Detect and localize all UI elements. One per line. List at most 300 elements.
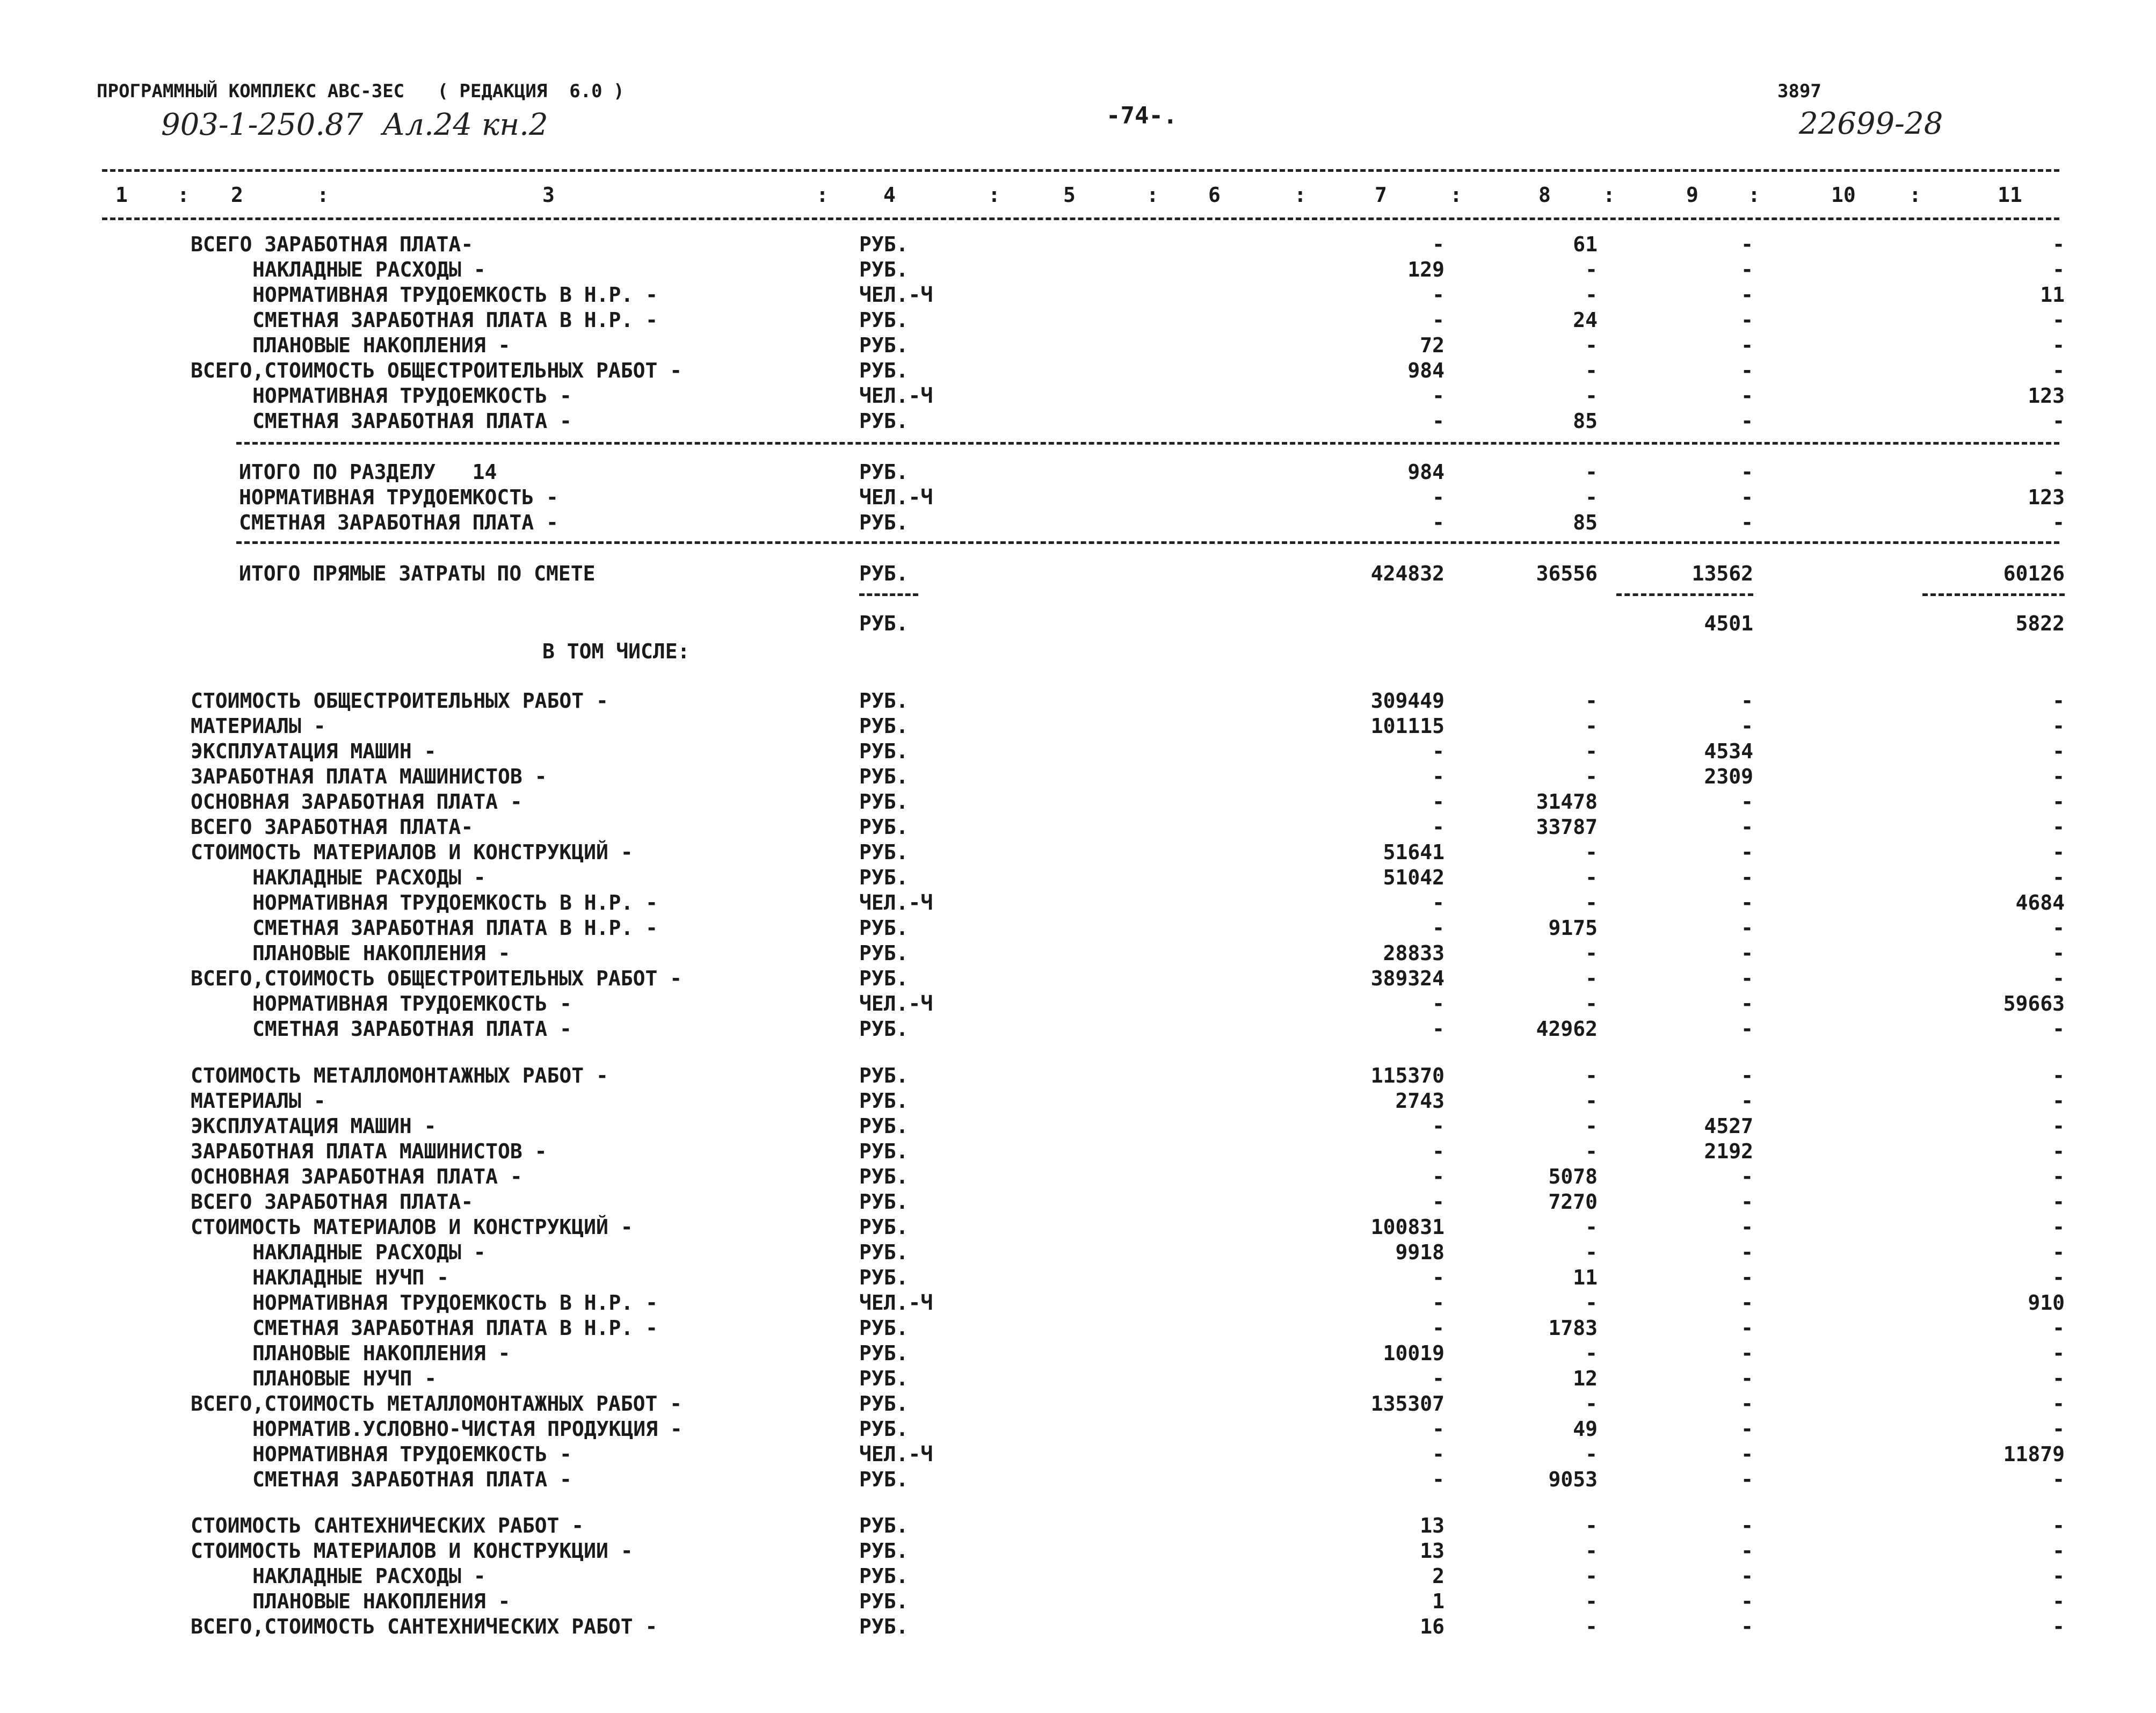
cell-col-11: - [2052,359,2065,382]
cell-col-9: - [1741,1316,1753,1340]
cell-col-8: 9175 [1548,916,1598,940]
cell-col-7: - [1432,308,1444,332]
row-label: СТОИМОСТЬ МАТЕРИАЛОВ И КОНСТРУКЦИЙ - [191,840,633,864]
cell-col-11: - [2052,1240,2065,1264]
table-row [0,257,2156,282]
cell-col-7: - [1432,765,1444,788]
table-row [0,764,2156,789]
row-unit: РУБ. [859,1468,909,1491]
row-label: НОРМАТИВНАЯ ТРУДОЕМКОСТЬ - [252,992,572,1015]
cell-col-11: - [2052,1114,2065,1138]
row-label: ОСНОВНАЯ ЗАРАБОТНАЯ ПЛАТА - [191,790,522,814]
table-row [0,1265,2156,1290]
table-row [0,611,2156,636]
cell-col-9: - [1741,1165,1753,1188]
row-label: ЭКСПЛУАТАЦИЯ МАШИН - [191,1114,437,1138]
handwritten-sheet-number: 22699-28 [1799,106,1943,141]
cell-col-7: 2743 [1395,1089,1444,1113]
cell-col-11: - [2052,1165,2065,1188]
table-row [0,688,2156,713]
cell-col-8: - [1585,689,1598,713]
table-row [0,840,2156,865]
cell-col-7: - [1432,992,1444,1015]
header-top-rule [102,169,2059,172]
column-separator: : [816,183,829,207]
cell-col-11: - [2052,765,2065,788]
row-unit: РУБ. [859,1615,909,1638]
cell-col-8: - [1585,1615,1598,1638]
cell-col-8: - [1585,1291,1598,1315]
cell-col-9: - [1741,891,1753,914]
row-label: МАТЕРИАЛЫ - [191,714,326,738]
row-label: ПЛАНОВЫЕ НАКОПЛЕНИЯ - [252,1589,511,1613]
cell-col-9: - [1741,1589,1753,1613]
cell-col-9: - [1741,815,1753,839]
cell-col-9: - [1741,359,1753,382]
row-label: ПЛАНОВЫЕ НАКОПЛЕНИЯ - [252,333,511,357]
cell-col-11: - [2052,790,2065,814]
cell-col-9: - [1741,1240,1753,1264]
column-header: 11 [1998,183,2022,207]
cell-col-11: 59663 [2003,992,2065,1015]
row-label: СТОИМОСТЬ ОБЩЕСТРОИТЕЛЬНЫХ РАБОТ - [191,689,608,713]
cell-col-7: - [1432,916,1444,940]
table-row [0,1164,2156,1189]
row-unit: РУБ. [859,916,909,940]
row-unit: РУБ. [859,1165,909,1188]
row-unit: РУБ. [859,562,909,585]
cell-col-9: - [1741,1539,1753,1563]
table-row [0,1088,2156,1113]
column-separator: : [177,183,190,207]
table-row [0,714,2156,738]
column-header: 4 [883,183,896,207]
cell-col-8: - [1585,1089,1598,1113]
table-row [0,1589,2156,1614]
row-unit: РУБ. [859,612,909,635]
cell-col-9: - [1741,1064,1753,1087]
row-unit: ЧЕЛ.-Ч [859,891,933,914]
row-unit: ЧЕЛ.-Ч [859,283,933,307]
row-label: НАКЛАДНЫЕ РАСХОДЫ - [252,866,486,889]
cell-col-7: - [1432,485,1444,509]
cell-col-9: - [1741,941,1753,965]
row-unit: РУБ. [859,1514,909,1537]
row-label: СМЕТНАЯ ЗАРАБОТНАЯ ПЛАТА - [252,409,572,433]
cell-col-11: - [2052,258,2065,281]
table-row [0,460,2156,484]
cell-col-7: - [1432,283,1444,307]
cell-col-7: 9918 [1395,1240,1444,1264]
table-row [0,1290,2156,1315]
cell-col-8: - [1585,739,1598,763]
cell-col-8: - [1585,1392,1598,1416]
table-row [0,1063,2156,1088]
cell-col-11: - [2052,1564,2065,1588]
cell-col-7: - [1432,384,1444,408]
row-unit: РУБ. [859,739,909,763]
cell-col-8: - [1585,992,1598,1015]
row-label: НОРМАТИВНАЯ ТРУДОЕМКОСТЬ - [252,384,572,408]
cell-col-9: - [1741,409,1753,433]
cell-col-7: - [1432,1139,1444,1163]
subtotal-underline-c4 [859,593,918,596]
row-unit: РУБ. [859,409,909,433]
row-label: СТОИМОСТЬ МАТЕРИАЛОВ И КОНСТРУКЦИЙ - [191,1215,633,1239]
row-label: СМЕТНАЯ ЗАРАБОТНАЯ ПЛАТА - [252,1017,572,1041]
row-unit: РУБ. [859,460,909,484]
cell-col-7: - [1432,1367,1444,1390]
subtotal-underline-c9 [1616,593,1753,596]
cell-col-8: - [1585,1564,1598,1588]
table-row [0,1513,2156,1538]
row-unit: ЧЕЛ.-Ч [859,485,933,509]
table-row [0,941,2156,966]
row-unit: РУБ. [859,689,909,713]
cell-col-8: 61 [1573,233,1598,256]
cell-col-11: - [2052,1539,2065,1563]
cell-col-7: 424832 [1370,562,1444,585]
column-header-row [0,183,2156,207]
cell-col-9: - [1741,511,1753,534]
row-label: СТОИМОСТЬ МЕТАЛЛОМОНТАЖНЫХ РАБОТ - [191,1064,608,1087]
row-unit: РУБ. [859,1417,909,1441]
cell-col-11: - [2052,1514,2065,1537]
cell-col-11: - [2052,1367,2065,1390]
section-rule-2 [236,541,2059,544]
cell-col-9: - [1741,1089,1753,1113]
table-row [0,1442,2156,1467]
row-label: МАТЕРИАЛЫ - [191,1089,326,1113]
column-header: 7 [1375,183,1387,207]
cell-col-8: - [1585,967,1598,990]
cell-col-11: - [2052,1589,2065,1613]
row-unit: РУБ. [859,941,909,965]
cell-col-9: - [1741,258,1753,281]
row-label: СТОИМОСТЬ САНТЕХНИЧЕСКИХ РАБОТ - [191,1514,584,1537]
code-top-right: 3897 [1777,81,1821,102]
column-separator: : [988,183,1000,207]
cell-col-7: 13 [1420,1514,1444,1537]
cell-col-11: - [2052,1017,2065,1041]
row-label: ИТОГО ПРЯМЫЕ ЗАТРАТЫ ПО СМЕТЕ [239,562,596,585]
cell-col-7: - [1432,1468,1444,1491]
row-label: ВСЕГО ЗАРАБОТНАЯ ПЛАТА- [191,1190,474,1214]
row-label: ВСЕГО ЗАРАБОТНАЯ ПЛАТА- [191,233,474,256]
cell-col-9: - [1741,233,1753,256]
cell-col-8: - [1585,941,1598,965]
cell-col-8: - [1585,1240,1598,1264]
table-row [0,1341,2156,1366]
row-label: НАКЛАДНЫЕ РАСХОДЫ - [252,258,486,281]
cell-col-11: - [2052,866,2065,889]
row-label: ПЛАНОВЫЕ НАКОПЛЕНИЯ - [252,1341,511,1365]
cell-col-9: - [1741,840,1753,864]
row-label: НОРМАТИВ.УСЛОВНО-ЧИСТАЯ ПРОДУКЦИЯ - [252,1417,683,1441]
column-separator: : [1909,183,1921,207]
row-label: ЗАРАБОТНАЯ ПЛАТА МАШИНИСТОВ - [191,1139,547,1163]
row-label: ПЛАНОВЫЕ НУЧП - [252,1367,437,1390]
cell-col-8: 49 [1573,1417,1598,1441]
cell-col-7: - [1432,739,1444,763]
cell-col-9: - [1741,1266,1753,1289]
table-row [0,510,2156,535]
cell-col-8: 12 [1573,1367,1598,1390]
row-label: НОРМАТИВНАЯ ТРУДОЕМКОСТЬ - [239,485,558,509]
cell-col-7: 13 [1420,1539,1444,1563]
cell-col-9: - [1741,1615,1753,1638]
cell-col-8: - [1585,485,1598,509]
row-label: ИТОГО ПО РАЗДЕЛУ 14 [239,460,497,484]
cell-col-11: - [2052,1468,2065,1491]
cell-col-11: - [2052,815,2065,839]
row-unit: РУБ. [859,333,909,357]
cell-col-9: - [1741,689,1753,713]
row-unit: РУБ. [859,1215,909,1239]
cell-col-11: - [2052,1341,2065,1365]
cell-col-7: 51042 [1383,866,1444,889]
page-number: -74-. [1106,102,1178,129]
cell-col-11: - [2052,1139,2065,1163]
cell-col-9: 4501 [1704,612,1753,635]
table-row [0,1564,2156,1588]
row-unit: РУБ. [859,1589,909,1613]
table-row [0,1316,2156,1340]
cell-col-7: - [1432,409,1444,433]
cell-col-7: 28833 [1383,941,1444,965]
cell-col-8: - [1585,765,1598,788]
table-row [0,991,2156,1016]
row-unit: РУБ. [859,1392,909,1416]
cell-col-7: - [1432,790,1444,814]
cell-col-11: - [2052,333,2065,357]
cell-col-7: - [1432,1417,1444,1441]
cell-col-7: 1 [1432,1589,1444,1613]
cell-col-7: - [1432,1190,1444,1214]
table-row [0,966,2156,991]
table-row [0,485,2156,510]
cell-col-11: - [2052,1064,2065,1087]
cell-col-9: - [1741,916,1753,940]
row-label: ВСЕГО,СТОИМОСТЬ САНТЕХНИЧЕСКИХ РАБОТ - [191,1615,658,1638]
row-unit: РУБ. [859,258,909,281]
cell-col-9: 4534 [1704,739,1753,763]
cell-col-11: 123 [2028,485,2065,509]
cell-col-9: - [1741,1392,1753,1416]
cell-col-8: - [1585,1215,1598,1239]
row-unit: РУБ. [859,790,909,814]
cell-col-9: - [1741,1017,1753,1041]
cell-col-9: 2309 [1704,765,1753,788]
cell-col-9: 4527 [1704,1114,1753,1138]
row-label: НОРМАТИВНАЯ ТРУДОЕМКОСТЬ - [252,1442,572,1466]
row-label: СТОИМОСТЬ МАТЕРИАЛОВ И КОНСТРУКЦИИ - [191,1539,633,1563]
cell-col-7: - [1432,1017,1444,1041]
cell-col-9: - [1741,283,1753,307]
row-unit: РУБ. [859,1316,909,1340]
row-unit: РУБ. [859,1114,909,1138]
table-row [0,916,2156,940]
column-header: 6 [1208,183,1221,207]
cell-col-7: 101115 [1370,714,1444,738]
cell-col-9: - [1741,308,1753,332]
cell-col-11: - [2052,967,2065,990]
cell-col-7: 115370 [1370,1064,1444,1087]
cell-col-8: 5078 [1548,1165,1598,1188]
cell-col-9: - [1741,1341,1753,1365]
row-unit: РУБ. [859,866,909,889]
cell-col-11: 11 [2040,283,2065,307]
cell-col-11: - [2052,1190,2065,1214]
cell-col-8: - [1585,1539,1598,1563]
table-row [0,1215,2156,1239]
cell-col-11: 4684 [2015,891,2065,914]
column-header: 2 [231,183,243,207]
row-label: ВСЕГО ЗАРАБОТНАЯ ПЛАТА- [191,815,474,839]
table-row [0,1189,2156,1214]
cell-col-8: - [1585,1064,1598,1087]
row-label: СМЕТНАЯ ЗАРАБОТНАЯ ПЛАТА - [252,1468,572,1491]
cell-col-9: - [1741,485,1753,509]
row-unit: РУБ. [859,815,909,839]
row-label: НОРМАТИВНАЯ ТРУДОЕМКОСТЬ В Н.Р. - [252,283,658,307]
cell-col-9: 13562 [1692,562,1753,585]
cell-col-9: - [1741,384,1753,408]
cell-col-7: - [1432,1266,1444,1289]
table-row [0,383,2156,408]
cell-col-8: 11 [1573,1266,1598,1289]
cell-col-11: - [2052,233,2065,256]
cell-col-11: - [2052,840,2065,864]
table-row [0,789,2156,814]
cell-col-8: 85 [1573,409,1598,433]
cell-col-8: 7270 [1548,1190,1598,1214]
cell-col-7: - [1432,1316,1444,1340]
column-header: 9 [1686,183,1698,207]
row-label: ВСЕГО,СТОИМОСТЬ МЕТАЛЛОМОНТАЖНЫХ РАБОТ - [191,1392,683,1416]
table-row [0,358,2156,383]
cell-col-11: 910 [2028,1291,2065,1315]
table-row [0,409,2156,433]
cell-col-9: - [1741,1417,1753,1441]
row-unit: ЧЕЛ.-Ч [859,992,933,1015]
section-rule-1 [236,442,2059,445]
cell-col-7: - [1432,1291,1444,1315]
column-separator: : [1603,183,1615,207]
row-label: НОРМАТИВНАЯ ТРУДОЕМКОСТЬ В Н.Р. - [252,891,658,914]
cell-col-8: - [1585,460,1598,484]
cell-col-8: - [1585,840,1598,864]
table-row [0,815,2156,839]
row-unit: РУБ. [859,967,909,990]
cell-col-7: 984 [1407,359,1444,382]
table-row [0,1240,2156,1265]
cell-col-11: - [2052,409,2065,433]
cell-col-7: - [1432,1165,1444,1188]
row-unit: РУБ. [859,1367,909,1390]
row-unit: РУБ. [859,1089,909,1113]
column-separator: : [1294,183,1306,207]
cell-col-11: 11879 [2003,1442,2065,1466]
row-unit: РУБ. [859,1266,909,1289]
table-row [0,890,2156,915]
cell-col-8: 1783 [1548,1316,1598,1340]
cell-col-9: - [1741,967,1753,990]
cell-col-7: - [1432,1442,1444,1466]
table-row [0,1017,2156,1041]
cell-col-11: - [2052,1215,2065,1239]
table-row [0,739,2156,764]
cell-col-8: 9053 [1548,1468,1598,1491]
row-label: СМЕТНАЯ ЗАРАБОТНАЯ ПЛАТА - [239,511,558,534]
cell-col-11: - [2052,511,2065,534]
column-header: 1 [115,183,128,207]
row-unit: РУБ. [859,1240,909,1264]
cell-col-8: - [1585,1514,1598,1537]
cell-col-11: - [2052,689,2065,713]
cell-col-8: 42962 [1536,1017,1598,1041]
row-unit: РУБ. [859,359,909,382]
row-unit: ЧЕЛ.-Ч [859,1291,933,1315]
row-label: В ТОМ ЧИСЛЕ: [542,640,690,663]
row-label: ЭКСПЛУАТАЦИЯ МАШИН - [191,739,437,763]
table-row [0,1467,2156,1492]
row-unit: РУБ. [859,1139,909,1163]
cell-col-8: - [1585,1139,1598,1163]
row-unit: РУБ. [859,1190,909,1214]
program-title: ПРОГРАММНЫЙ КОМПЛЕКС АВС-ЗЕС ( РЕДАКЦИЯ 6.0 ) [97,81,625,102]
cell-col-8: - [1585,1442,1598,1466]
column-header: 8 [1538,183,1551,207]
table-row [0,1366,2156,1391]
row-label: НАКЛАДНЫЕ РАСХОДЫ - [252,1564,486,1588]
cell-col-8: 85 [1573,511,1598,534]
row-label: ОСНОВНАЯ ЗАРАБОТНАЯ ПЛАТА - [191,1165,522,1188]
table-row [0,1114,2156,1138]
cell-col-8: - [1585,258,1598,281]
row-unit: РУБ. [859,1564,909,1588]
cell-col-8: - [1585,1589,1598,1613]
cell-col-8: - [1585,1341,1598,1365]
handwritten-document-code: 903-1-250.87 Ал.24 кн.2 [161,107,548,142]
row-unit: РУБ. [859,714,909,738]
row-unit: РУБ. [859,765,909,788]
row-unit: РУБ. [859,1064,909,1087]
table-row [0,1139,2156,1164]
cell-col-8: 24 [1573,308,1598,332]
row-unit: РУБ. [859,511,909,534]
cell-col-9: - [1741,460,1753,484]
cell-col-11: - [2052,1089,2065,1113]
cell-col-7: 135307 [1370,1392,1444,1416]
cell-col-9: - [1741,790,1753,814]
column-header: 5 [1063,183,1076,207]
row-unit: РУБ. [859,1017,909,1041]
cell-col-7: - [1432,891,1444,914]
cell-col-9: - [1741,1514,1753,1537]
cell-col-7: - [1432,1114,1444,1138]
cell-col-11: - [2052,739,2065,763]
row-label: НАКЛАДНЫЕ РАСХОДЫ - [252,1240,486,1264]
cell-col-8: - [1585,891,1598,914]
row-label: СМЕТНАЯ ЗАРАБОТНАЯ ПЛАТА В Н.Р. - [252,1316,658,1340]
row-label: СМЕТНАЯ ЗАРАБОТНАЯ ПЛАТА В Н.Р. - [252,308,658,332]
table-row [0,1391,2156,1416]
row-unit: ЧЕЛ.-Ч [859,1442,933,1466]
column-separator: : [317,183,329,207]
row-label: ВСЕГО,СТОИМОСТЬ ОБЩЕСТРОИТЕЛЬНЫХ РАБОТ - [191,967,683,990]
cell-col-11: - [2052,1417,2065,1441]
